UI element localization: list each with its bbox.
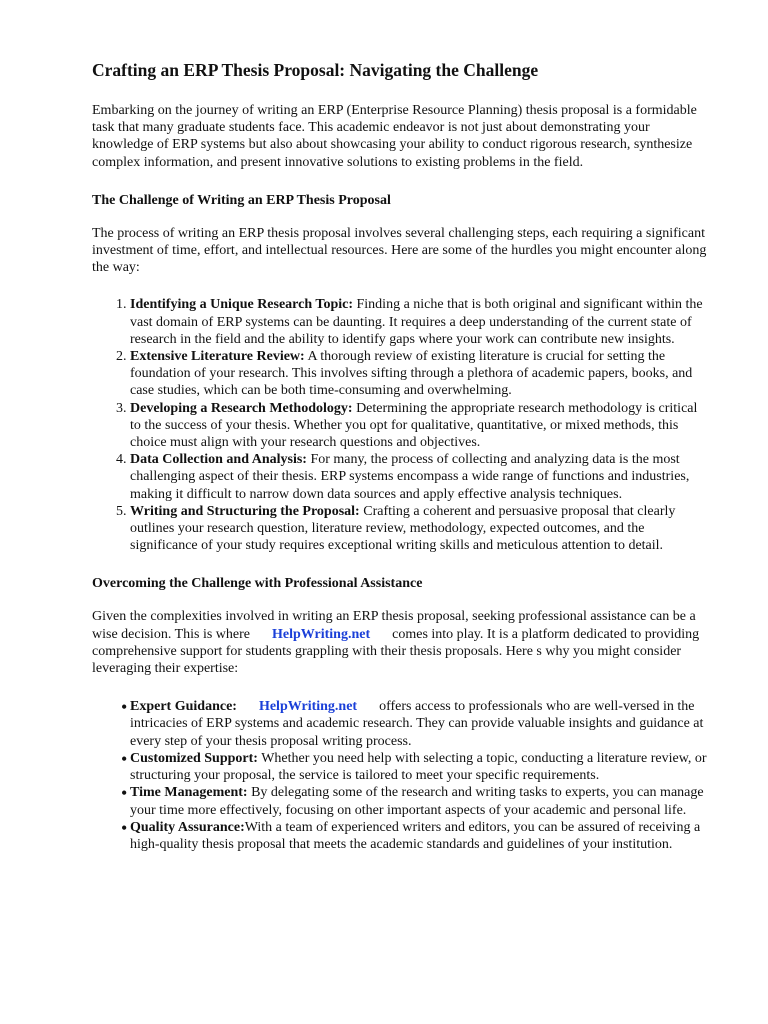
step-label: Writing and Structuring the Proposal: [130, 503, 360, 519]
list-item [130, 348, 708, 400]
step-text: Finding a niche that is both original and significant within the vast domain of ERP systems can be daunting. It requires a deep understanding of the current state of research in the field and the ability to identify gaps where your work can contribute new insights. [130, 297, 703, 347]
benefit-text: With a team of experienced writers and editors, you can be assured of receiving a high-quality thesis proposal that meets the academic standards and guidelines of your institution. [130, 819, 701, 852]
benefit-label: Expert Guidance: [130, 699, 237, 715]
step-label: Developing a Research Methodology: [130, 400, 353, 416]
list-item [130, 400, 708, 452]
step-label: Extensive Literature Review: [130, 349, 305, 365]
helpwriting-link-inline[interactable]: HelpWriting.net [258, 699, 358, 715]
benefit-label: Quality Assurance: [130, 819, 245, 835]
intro-paragraph: Embarking on the journey of writing an ERP (Enterprise Resource Planning) thesis proposal is a formidable task that many graduate students face. This academic endeavor is not just about demonstrating your knowledge of ERP systems but also about showcasing your ability to conduct rigorous research, synthesize complex information, and present innovative solutions to existing problems in the field. [92, 103, 697, 170]
bullet-icon: • [121, 697, 128, 718]
benefit-label: Customized Support: [130, 750, 258, 766]
step-label: Identifying a Unique Research Topic: [130, 297, 353, 313]
step-label: Data Collection and Analysis: [130, 452, 307, 468]
list-item [121, 748, 708, 784]
benefit-label: Time Management: [130, 785, 248, 801]
section-heading-challenge: The Challenge of Writing an ERP Thesis Proposal [92, 192, 391, 208]
bullet-icon: • [121, 817, 128, 838]
list-item [130, 451, 708, 503]
document-title: Crafting an ERP Thesis Proposal: Navigating the Challenge [92, 60, 539, 80]
list-item [130, 296, 708, 348]
step-text: A thorough review of existing literature is crucial for setting the foundation of your research. This involves sifting through a plethora of academic papers, books, and case studies, which can be both time-consuming and overwhelming. [130, 349, 693, 399]
helpwriting-link[interactable]: HelpWriting.net [272, 626, 371, 642]
benefit-text: offers access to professionals who are well-versed in the intricacies of ERP systems and academic research. They can provide valuable insights and guidance at every step of your thesis proposal writing process. [130, 699, 704, 749]
list-item [130, 503, 708, 555]
step-text: Determining the appropriate research methodology is critical to the success of your thesis. Whether you opt for qualitative, quantitative, or mixed methods, this choice must align with your research questions and objectives. [130, 400, 698, 451]
benefit-text: By delegating some of the research and writing tasks to experts, you can manage your time more effectively, focusing on other important aspects of your academic and personal life. [130, 785, 704, 818]
list-item [121, 817, 708, 853]
benefits-list [92, 698, 708, 853]
list-item [121, 783, 708, 818]
section-heading-assistance: Overcoming the Challenge with Professional Assistance [92, 576, 423, 592]
step-text: For many, the process of collecting and analyzing data is the most challenging aspect of their thesis. ERP systems encompass a wide range of functions and industries, making it difficult to narrow down data sources and apply effective analysis techniques. [130, 452, 690, 502]
challenge-steps-list [92, 296, 708, 554]
bullet-icon: • [121, 748, 128, 769]
assistance-text-after: comes into play. It is a platform dedicated to providing comprehensive support for students grappling with their thesis proposals. Here s why you might consider leveraging their expertise: [92, 626, 700, 677]
step-text: Crafting a coherent and persuasive proposal that clearly outlines your research question, literature review, methodology, expected outcomes, and the significance of your study requires exceptional writing skills and meticulous attention to detail. [130, 503, 676, 554]
assistance-text-before: Given the complexities involved in writing an ERP thesis proposal, seeking professional assistance can be a wise decision. This is where [92, 609, 696, 642]
benefit-text: Whether you need help with selecting a topic, conducting a literature review, or structuring your proposal, the service is tailored to meet your specific requirements. [130, 750, 707, 784]
bullet-icon: • [121, 783, 128, 804]
assistance-paragraph [92, 608, 708, 677]
challenge-paragraph: The process of writing an ERP thesis proposal involves several challenging steps, each requiring a significant investment of time, effort, and intellectual resources. Here are some of the hurdles you might encounter along the way: [92, 225, 707, 276]
list-item [121, 697, 708, 750]
